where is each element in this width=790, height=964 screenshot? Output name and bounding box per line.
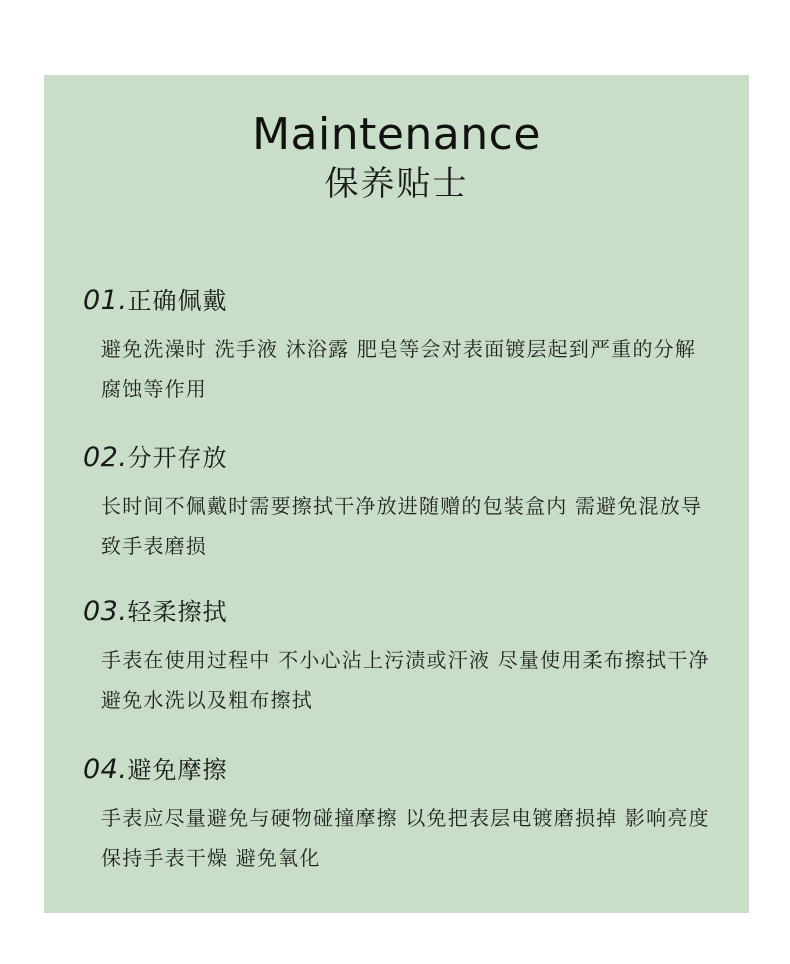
tip-heading-3 xyxy=(83,595,723,629)
tip-body-4: 手表应尽量避免与硬物碰撞摩擦 以免把表层电镀磨损掉 影响亮度 保持手表干燥 避免氧化 xyxy=(101,806,710,870)
tip-section-3 xyxy=(83,595,723,720)
tip-body-2: 长时间不佩戴时需要擦拭干净放进随赠的包装盒内 需避免混放导致手表磨损 xyxy=(101,494,703,558)
tip-number-3: 03. xyxy=(83,596,128,627)
tip-title-4: 避免摩擦 xyxy=(127,756,228,784)
tip-heading-2 xyxy=(83,441,723,475)
tip-body-3: 手表在使用过程中 不小心沾上污渍或汗液 尽量使用柔布擦拭干净 避免水洗以及粗布擦拭 xyxy=(101,648,710,712)
tip-section-4 xyxy=(83,753,723,878)
tip-number-4: 04. xyxy=(83,754,128,785)
tip-heading-4 xyxy=(83,753,723,787)
tip-title-2: 分开存放 xyxy=(127,444,228,472)
page-title-english: Maintenance xyxy=(252,109,541,160)
tip-section-2 xyxy=(83,441,723,566)
tip-body-1: 避免洗澡时 洗手液 沐浴露 肥皂等会对表面镀层起到严重的分解 腐蚀等作用 xyxy=(101,337,697,401)
tip-title-1: 正确佩戴 xyxy=(127,287,228,315)
tip-heading-1 xyxy=(83,284,723,318)
tip-section-1 xyxy=(83,284,723,409)
page-title-chinese: 保养贴士 xyxy=(324,164,469,204)
tip-number-1: 01. xyxy=(83,285,128,316)
maintenance-panel xyxy=(44,75,749,913)
tip-number-2: 02. xyxy=(83,442,128,473)
tip-title-3: 轻柔擦拭 xyxy=(127,598,228,626)
